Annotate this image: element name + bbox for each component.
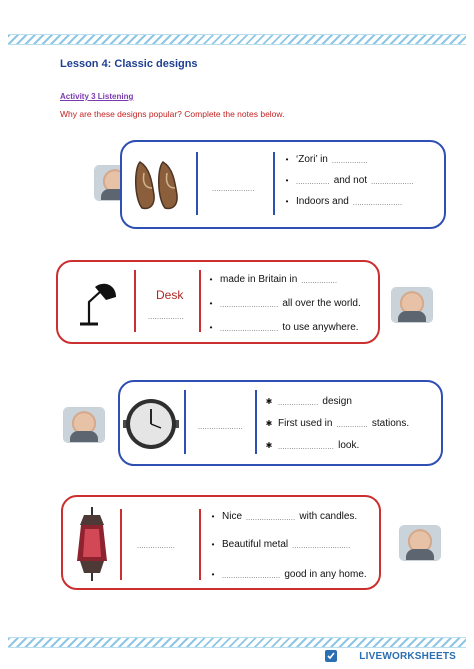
note-text: to use anywhere. bbox=[282, 322, 359, 333]
note-text: and not bbox=[333, 175, 368, 186]
card-divider bbox=[199, 270, 201, 332]
note-text: stations. bbox=[371, 418, 410, 429]
card-divider bbox=[196, 152, 198, 215]
card-lantern bbox=[61, 495, 381, 590]
desk-lamp-image-icon bbox=[70, 276, 122, 330]
blank-answer-left[interactable]: ................ bbox=[148, 314, 184, 321]
instruction-text: Why are these designs popular? Complete the notes below. bbox=[60, 109, 285, 119]
presenter-avatar bbox=[64, 408, 104, 442]
note-text: Beautiful metal bbox=[222, 539, 289, 550]
bullet-icon: • bbox=[285, 155, 289, 164]
note-text: all over the world. bbox=[282, 298, 361, 309]
star-bullet-icon: ✱ bbox=[265, 441, 273, 450]
card-divider bbox=[120, 509, 122, 580]
blank-answer[interactable]: ...................... bbox=[352, 200, 403, 207]
liveworksheets-logo-icon bbox=[324, 649, 338, 663]
bullet-icon: • bbox=[209, 323, 213, 332]
blank-answer[interactable]: ............... bbox=[296, 179, 330, 186]
blank-answer[interactable]: ...................... bbox=[246, 515, 296, 522]
note-text: ‘Zori’ in bbox=[296, 154, 328, 165]
star-bullet-icon: ✱ bbox=[265, 397, 273, 406]
lantern-image-icon bbox=[73, 505, 111, 583]
flipflops-image-icon bbox=[132, 158, 188, 212]
top-stripe-border bbox=[8, 34, 466, 45]
card-divider bbox=[184, 390, 186, 454]
note-line-1 bbox=[206, 274, 337, 285]
note-line-2 bbox=[264, 418, 409, 429]
bullet-icon: • bbox=[211, 512, 215, 521]
blank-answer[interactable]: .......................... bbox=[220, 302, 279, 309]
card-divider bbox=[255, 390, 257, 454]
blank-answer[interactable]: .................. bbox=[278, 400, 319, 407]
card-watch bbox=[118, 380, 443, 466]
presenter-avatar bbox=[392, 288, 432, 322]
bullet-icon: • bbox=[209, 275, 213, 284]
card-lamp bbox=[56, 260, 380, 344]
note-line-2 bbox=[206, 298, 361, 309]
blank-answer[interactable]: .......................... bbox=[222, 573, 281, 580]
note-line-3 bbox=[206, 322, 359, 333]
bottom-stripe-border bbox=[8, 637, 466, 648]
blank-answer[interactable]: .............. bbox=[336, 422, 368, 429]
bullet-icon: • bbox=[211, 540, 215, 549]
blank-answer-left[interactable]: ................. bbox=[137, 543, 176, 550]
blank-answer[interactable]: ................ bbox=[331, 158, 368, 165]
note-text: made in Britain in bbox=[220, 274, 298, 285]
card-flipflops bbox=[120, 140, 446, 229]
note-text: look. bbox=[338, 440, 360, 451]
bullet-icon: • bbox=[211, 570, 215, 579]
lesson-title: Lesson 4: Classic designs bbox=[60, 58, 198, 70]
note-line-1 bbox=[208, 511, 357, 522]
note-line-3 bbox=[264, 440, 359, 451]
watch-image-icon bbox=[122, 393, 180, 455]
blank-answer[interactable]: .......................... bbox=[292, 543, 351, 550]
note-line-2 bbox=[282, 175, 414, 186]
note-line-3 bbox=[208, 569, 367, 580]
blank-answer[interactable]: ................... bbox=[371, 179, 414, 186]
card-divider bbox=[273, 152, 275, 215]
note-text: Indoors and bbox=[296, 196, 349, 207]
note-line-2 bbox=[208, 539, 351, 550]
note-text: First used in bbox=[278, 418, 333, 429]
note-line-3 bbox=[282, 196, 402, 207]
note-text: good in any home. bbox=[284, 569, 367, 580]
presenter-avatar bbox=[400, 526, 440, 560]
blank-answer[interactable]: ......................... bbox=[278, 444, 335, 451]
note-text: with candles. bbox=[299, 511, 358, 522]
card-label: Desk bbox=[156, 288, 184, 302]
blank-answer-left[interactable]: .................... bbox=[198, 424, 243, 431]
blank-answer[interactable]: ................ bbox=[301, 278, 338, 285]
bullet-icon: • bbox=[285, 176, 289, 185]
note-text: design bbox=[322, 396, 352, 407]
brand-name: LIVEWORKSHEETS bbox=[359, 651, 456, 662]
blank-answer-left[interactable]: ................... bbox=[212, 186, 255, 193]
bullet-icon: • bbox=[285, 197, 289, 206]
bullet-icon: • bbox=[209, 299, 213, 308]
star-bullet-icon: ✱ bbox=[265, 419, 273, 428]
activity-label: Activity 3 Listening bbox=[60, 92, 134, 101]
note-line-1 bbox=[282, 154, 368, 165]
note-line-1 bbox=[264, 396, 352, 407]
blank-answer[interactable]: .......................... bbox=[220, 326, 279, 333]
note-text: Nice bbox=[222, 511, 243, 522]
card-divider bbox=[134, 270, 136, 332]
card-divider bbox=[199, 509, 201, 580]
